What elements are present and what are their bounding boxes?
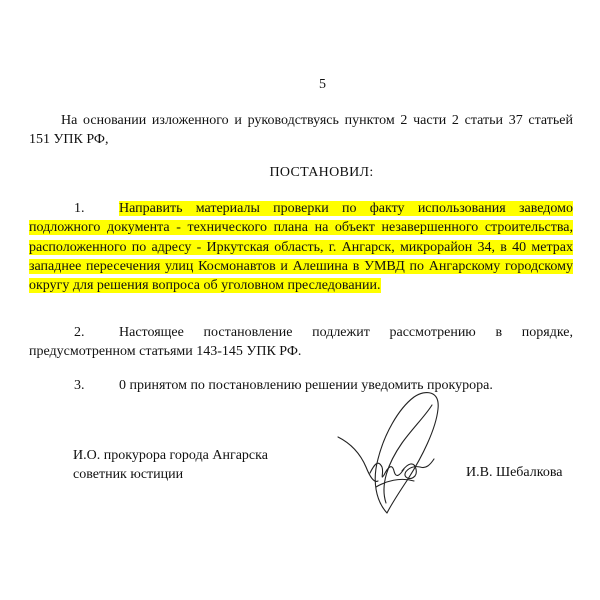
signatory-position-line2: советник юстиции	[73, 467, 184, 482]
handwritten-signature	[330, 385, 470, 525]
item-number: 2.	[74, 325, 85, 340]
signatory-position-line1: И.О. прокурора города Ангарска	[73, 448, 268, 463]
item-text: 0 принятом по постановлению решении уведомить прокурора.	[119, 378, 493, 393]
signatory-position	[73, 446, 268, 484]
list-item-3	[29, 376, 573, 395]
highlighted-item-text: Направить материалы проверки по факту использования заведомо подложного документа - технического плана на объект незавершенного строительства, расположенного по адресу - Иркутская область, г. Ангарск, микрорайон 34, в 40 метрах западнее пересечения улиц Космонавтов и Алешина в УМВД по Ангарскому городскому округу для решения вопроса об уголовном преследовании.	[29, 201, 573, 294]
item-number: 3.	[74, 378, 85, 393]
list-item-1	[29, 199, 573, 295]
decision-heading: ПОСТАНОВИЛ:	[269, 165, 374, 180]
page-number: 5	[319, 77, 326, 92]
item-number: 1.	[74, 201, 85, 216]
list-item-2	[29, 323, 573, 362]
item-text: Настоящее постановление подлежит рассмотрению в порядке, предусмотренном статьями 143-145 УПК РФ.	[29, 325, 573, 360]
signatory-name: И.В. Шебалкова	[466, 465, 563, 480]
intro-paragraph: На основании изложенного и руководствуясь пунктом 2 части 2 статьи 37 статьей 151 УПК РФ,	[29, 113, 573, 147]
